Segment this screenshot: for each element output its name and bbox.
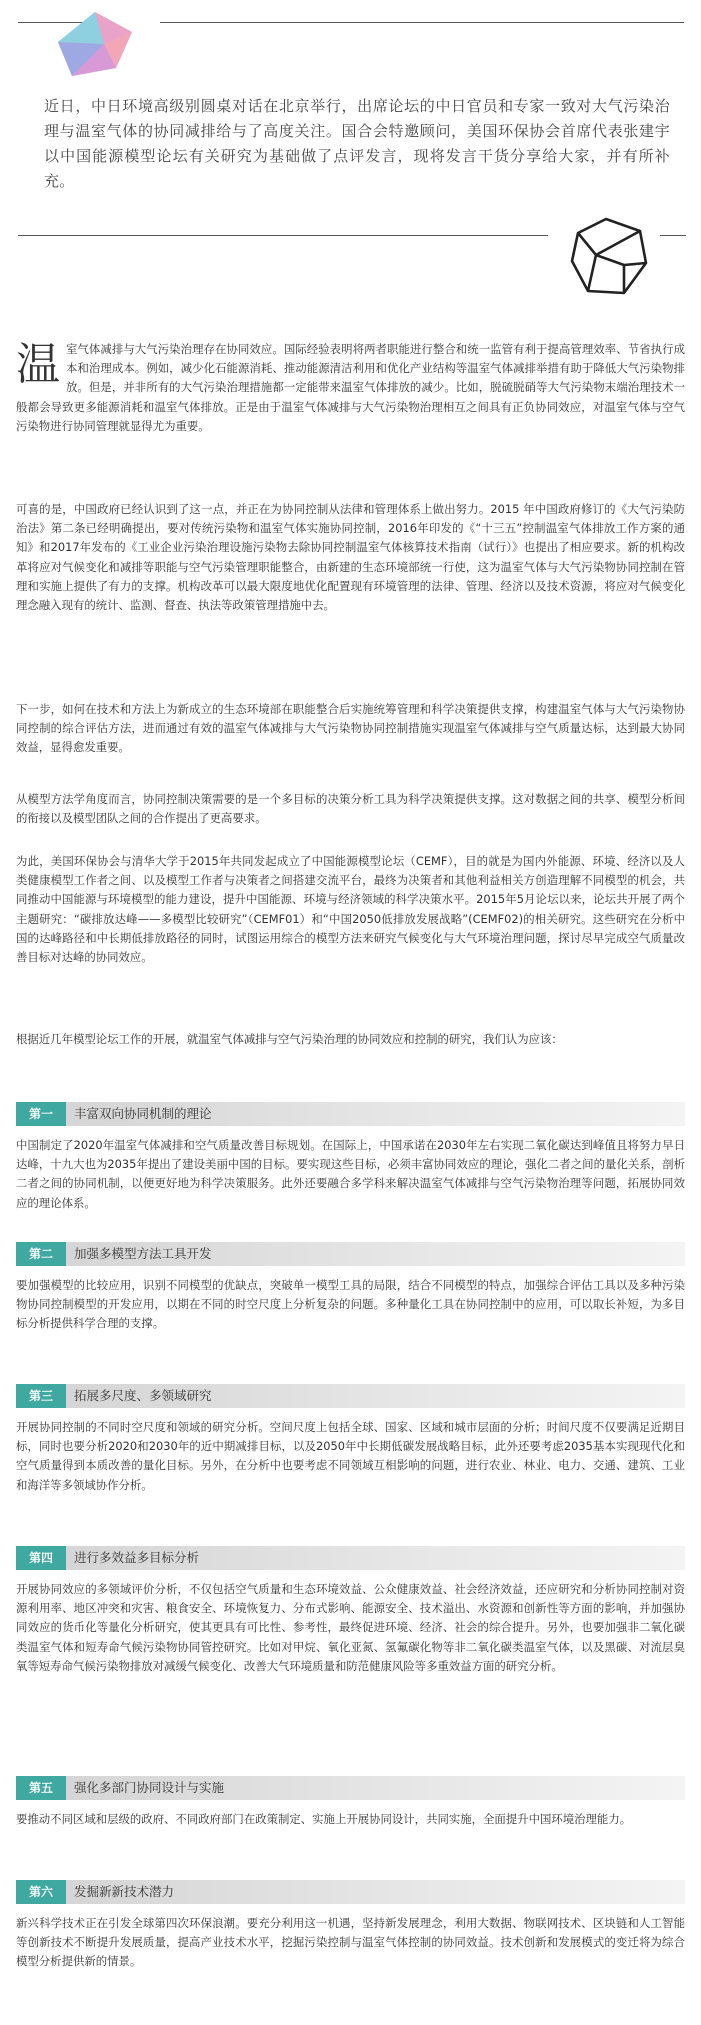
section-body: 中国制定了2020年温室气体减排和空气质量改善目标规划。在国际上，中国承诺在2030年左右实现二氧化碳达到峰值且将努力早日达峰，十九大也为2035年提出了建设美丽中国的目标。要实现这些目标，必须丰富协同效应的理论，强化二者之间的量化关系，剖析二者之间的协同机制，以便更好地为科学决策服务。此外还要融合多学科来解决温室气体减排与空气污染物治理等问题，拓展协同效应的理论体系。 <box>16 1138 685 1210</box>
section-body: 要推动不同区域和层级的政府、不同政府部门在政策制定、实施上开展协同设计，共同实施，全面提升中国环境治理能力。 <box>16 1812 632 1826</box>
body-paragraph: 可喜的是，中国政府已经认识到了这一点，并正在为协同控制从法律和管理体系上做出努力。2015 年中国政府修订的《大气污染防治法》第二条已经明确提出，要对传统污染物和温室气体实施协同控制，2016年印发的《“十三五”控制温室气体排放工作方案的通知》和2017年发布的《工业企业污染治理设施污染物去除协同控制温室气体核算技术指南（试行）》也提出了相应要求。新的机构改革将应对气候变化和减排等职能与空气污染管理职能整合，由新建的生态环境部统一行使，这为温室气体与大气污染物协同控制在管理和实施上提供了有力的支撑。机构改革可以最大限度地优化配置现有环境管理的法律、管理、经济以及技术资源，将应对气候变化理念融入现有的统计、监测、督查、执法等政策管理措施中去。 <box>16 502 685 613</box>
section-title: 加强多模型方法工具开发 <box>74 1246 212 1261</box>
mid-right-divider <box>660 235 686 236</box>
section-tag: 第六 <box>16 1880 66 1904</box>
section-header <box>16 1242 685 1266</box>
wireframe-cube-icon <box>566 213 652 301</box>
drop-cap: 温 <box>16 339 60 390</box>
section-tag: 第四 <box>16 1546 66 1570</box>
section-tag: 第二 <box>16 1242 66 1266</box>
section-title: 丰富双向协同机制的理论 <box>74 1106 212 1121</box>
intro-paragraph: 近日，中日环境高级别圆桌对话在北京举行，出席论坛的中日官员和专家一致对大气污染治理与温室气体的协同减排给与了高度关注。国合会特邀顾问，美国环保协会首席代表张建宇以中国能源模型论坛有关研究为基础做了点评发言，现将发言干货分享给大家，并有所补充。 <box>44 97 670 190</box>
section-header <box>16 1546 685 1570</box>
geometric-logo-icon <box>54 10 136 78</box>
section-title: 强化多部门协同设计与实施 <box>74 1780 225 1795</box>
section-body: 要加强模型的比较应用，识别不同模型的优缺点，突破单一模型工具的局限，结合不同模型的特点，加强综合评估工具以及多种污染物协同控制模型的开发应用，以期在不同的时空尺度上分析复杂的问题。多种量化工具在协同控制中的应用，可以取长补短，为多目标分析提供科学合理的支撑。 <box>16 1278 685 1331</box>
section-header <box>16 1776 685 1800</box>
lead-paragraph <box>16 340 685 436</box>
body-paragraph: 下一步，如何在技术和方法上为新成立的生态环境部在职能整合后实施统筹管理和科学决策提供支撑，构建温室气体与大气污染物协同控制的综合评估方法，进而通过有效的温室气体减排与大气污染物协同控制措施实现温室气体减排与空气质量达标，达到最大协同效益，显得愈发重要。 <box>16 702 685 755</box>
body-paragraph: 从模型方法学角度而言，协同控制决策需要的是一个多目标的决策分析工具为科学决策提供支撑。这对数据之间的共享、模型分析间的衔接以及模型团队之间的合作提出了更高要求。 <box>16 792 685 826</box>
section-body: 新兴科学技术正在引发全球第四次环保浪潮。要充分利用这一机遇，坚持新发展理念，利用大数据、物联网技术、区块链和人工智能等创新技术不断提升发展质量，提高产业技术水平，挖掘污染控制与温室气体控制的协同效益。技术创新和发展模式的变迁将为综合模型分析提供新的情景。 <box>16 1916 685 1969</box>
mid-left-divider <box>18 235 548 236</box>
section-header <box>16 1384 685 1408</box>
lead-paragraph-text: 室气体减排与大气污染治理存在协同效应。国际经验表明将两者职能进行整合和统一监管有利于提高管理效率、节省执行成本和治理成本。例如，减少化石能源消耗、推动能源清洁利用和优化产业结构等温室气体减排举措有助于降低大气污染物排放。但是，并非所有的大气污染治理措施都一定能带来温室气体排放的减少。比如，脱硫脱硝等大气污染物末端治理技术一般都会导致更多能源消耗和温室气体排放。正是由于温室气体减排与大气污染物治理相互之间具有正负协同效应，对温室气体与空气污染物进行协同管理就显得尤为重要。 <box>16 342 685 433</box>
section-body: 开展协同效应的多领域评价分析，不仅包括空气质量和生态环境效益、公众健康效益、社会经济效益，还应研究和分析协同控制对资源利用率、地区冲突和灾害、粮食安全、环境恢复力、分布式影响、能源安全、技术溢出、水资源和创新性等方面的影响，并加强协同效应的货币化等量化分析研究，使其更具有可比性、参考性，最终促进环境、经济、社会的综合提升。另外，也要加强非二氧化碳类温室气体和短寿命气候污染物协同管控研究。比如对甲烷、氧化亚氮、氢氟碳化物等非二氧化碳类温室气体，以及黑碳、对流层臭氧等短寿命气候污染物排放对减缓气候变化、改善大气环境质量和防范健康风险等多重效益方面的研究分析。 <box>16 1582 685 1673</box>
body-paragraph: 为此，美国环保协会与清华大学于2015年共同发起成立了中国能源模型论坛（CEMF），目的就是为国内外能源、环境、经济以及人类健康模型工作者之间、以及模型工作者与决策者之间搭建交流平台，最终为决策者和其他利益相关方创造理解不同模型的机会，共同推动中国能源与环境模型的能力建设，提升中国能源、环境与经济领域的科学决策水平。2015年5月论坛以来，论坛共开展了两个主题研究：“碳排放达峰——多模型比较研究”（CEMF01）和“中国2050低排放发展战略”(CEMF02)的相关研究。这些研究在分析中国的达峰路径和中长期低排放路径的同时，试图运用综合的模型方法来研究气候变化与大气环境治理问题，探讨尽早完成空气质量改善目标对达峰的协同效应。 <box>16 854 685 965</box>
section-tag: 第一 <box>16 1102 66 1126</box>
section-header <box>16 1880 685 1904</box>
section-body: 开展协同控制的不同时空尺度和领域的研究分析。空间尺度上包括全球、国家、区域和城市层面的分析；时间尺度不仅要满足近期目标，同时也要分析2020和2030年的近中期减排目标，以及2050年中长期低碳发展战略目标，此外还要考虑2035基本实现现代化和空气质量得到本质改善的量化目标。另外，在分析中也要考虑不同领域互相影响的问题，进行农业、林业、电力、交通、建筑、工业和海洋等多领域协作分析。 <box>16 1420 685 1492</box>
top-right-divider <box>160 22 684 23</box>
section-title: 拓展多尺度、多领域研究 <box>74 1388 212 1403</box>
section-tag: 第三 <box>16 1384 66 1408</box>
body-paragraph: 根据近几年模型论坛工作的开展，就温室气体减排与空气污染治理的协同效应和控制的研究，我们认为应该： <box>16 1032 563 1046</box>
section-title: 进行多效益多目标分析 <box>74 1550 200 1565</box>
section-tag: 第五 <box>16 1776 66 1800</box>
section-header <box>16 1102 685 1126</box>
section-title: 发掘新新技术潜力 <box>74 1884 175 1899</box>
